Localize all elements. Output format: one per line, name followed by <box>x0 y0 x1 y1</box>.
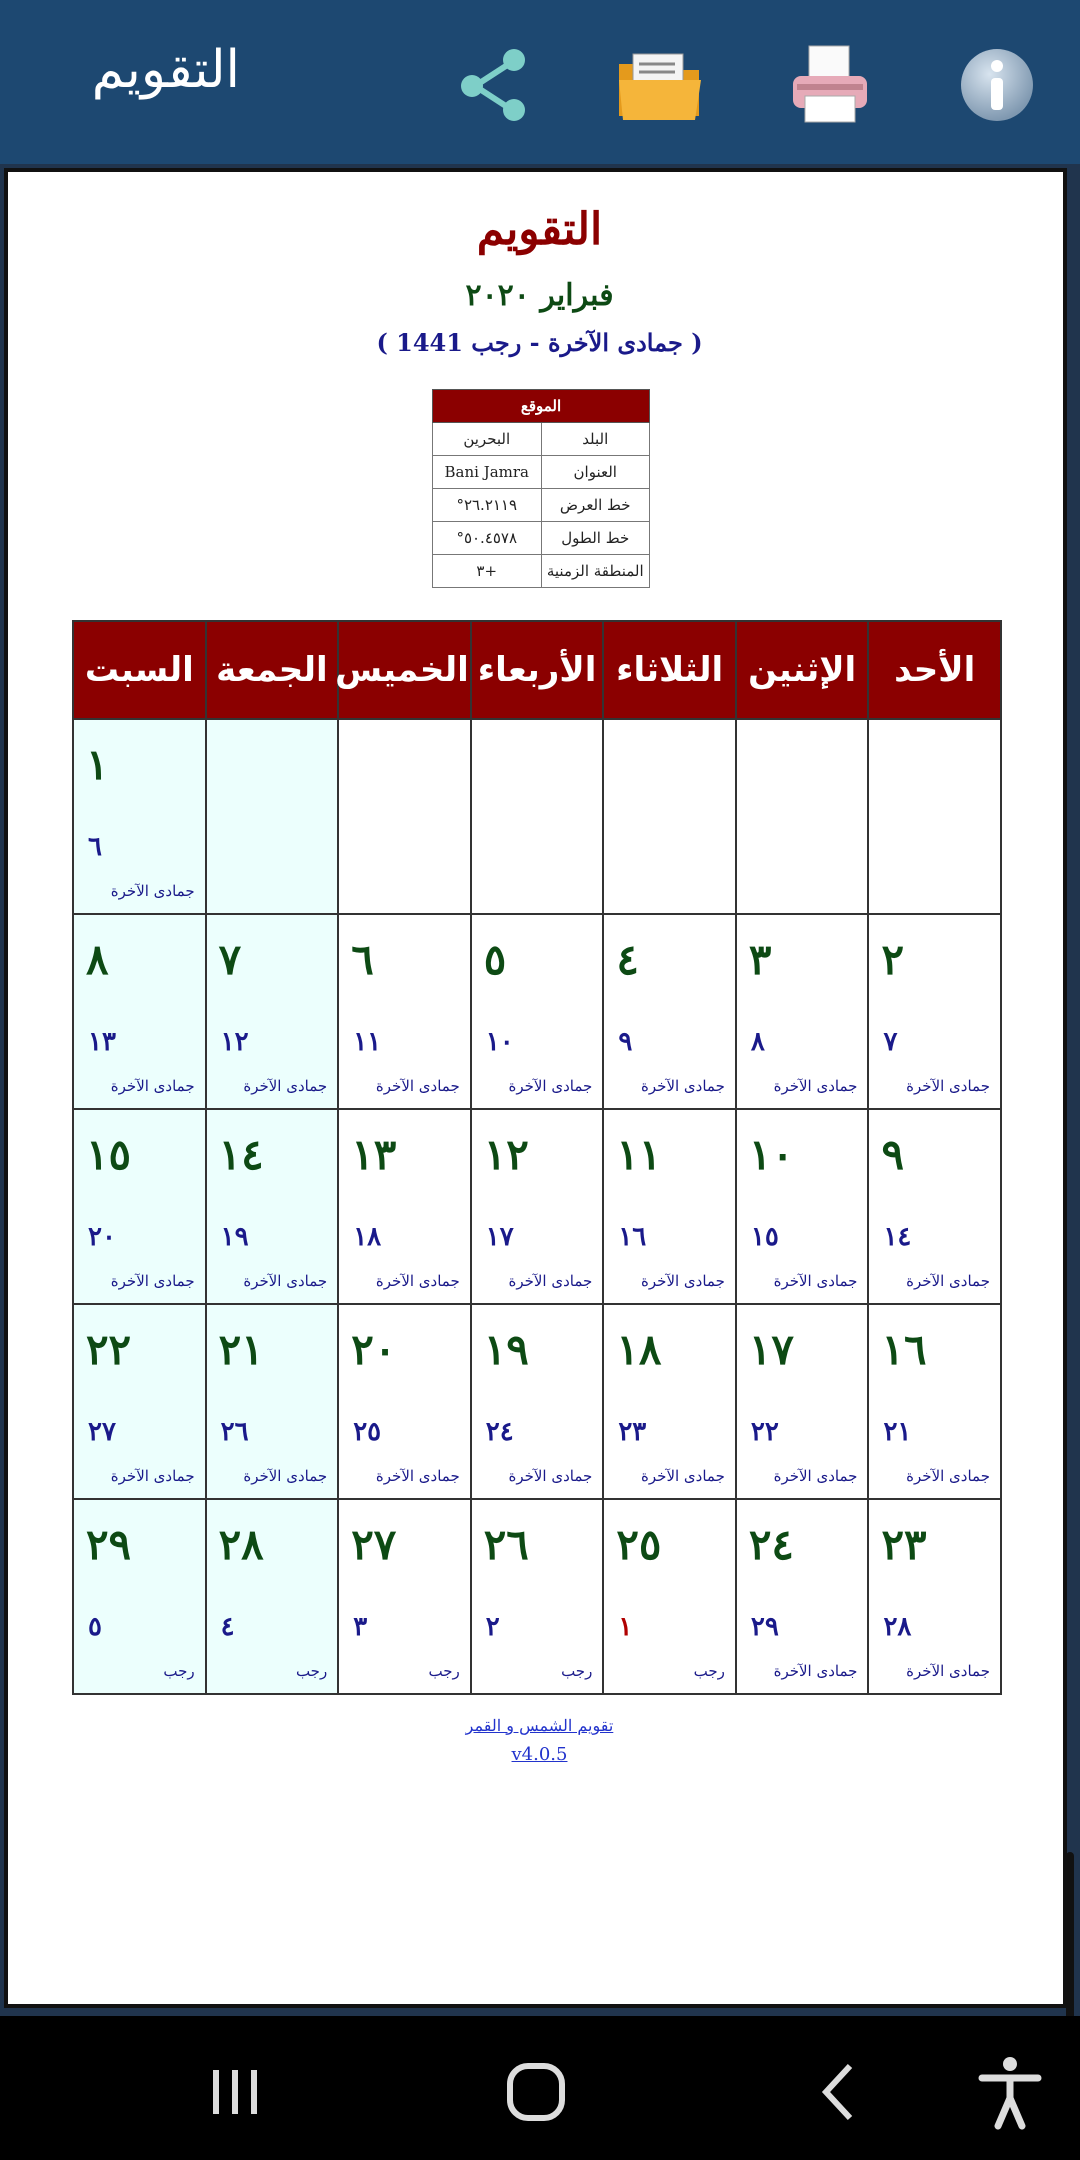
calendar-grid <box>72 620 1002 1695</box>
hijri-month-name: جمادى الآخرة <box>243 1077 328 1095</box>
hijri-day-number: ١٤ <box>883 1222 912 1252</box>
hijri-day-number: ٥ <box>88 1612 102 1642</box>
calendar-day-cell[interactable] <box>868 1109 1001 1304</box>
calendar-day-cell[interactable] <box>338 914 471 1109</box>
hijri-month-name: جمادى الآخرة <box>375 1077 460 1095</box>
calendar-day-cell[interactable] <box>471 1304 604 1499</box>
location-row <box>433 423 650 456</box>
location-row <box>433 555 650 588</box>
hijri-month-name: رجب <box>428 1662 460 1680</box>
hijri-month-name: جمادى الآخرة <box>773 1662 858 1680</box>
gregorian-day-number: ٢٨ <box>218 1520 264 1569</box>
hijri-month-name: رجب <box>693 1662 725 1680</box>
hijri-month-name: جمادى الآخرة <box>243 1467 328 1485</box>
location-label: العنوان <box>541 456 650 489</box>
location-header: الموقع <box>433 390 650 423</box>
calendar-day-cell <box>603 719 736 914</box>
share-button[interactable] <box>450 40 540 130</box>
gregorian-day-number: ١٦ <box>881 1325 927 1374</box>
hijri-day-number: ١٨ <box>353 1222 382 1252</box>
gregorian-day-number: ١٥ <box>86 1130 132 1179</box>
hijri-day-number: ١٢ <box>220 1027 249 1057</box>
calendar-day-cell[interactable] <box>338 1304 471 1499</box>
home-button[interactable] <box>496 2052 576 2132</box>
hijri-day-number: ٢٩ <box>750 1612 779 1642</box>
location-row <box>433 456 650 489</box>
hijri-month-name: جمادى الآخرة <box>508 1467 593 1485</box>
calendar-day-cell[interactable] <box>868 1499 1001 1694</box>
location-row <box>433 522 650 555</box>
app-bar <box>0 0 1080 164</box>
calendar-day-cell[interactable] <box>736 914 869 1109</box>
version-link[interactable]: v4.0.5 <box>511 1744 568 1765</box>
accessibility-button[interactable] <box>970 2052 1050 2132</box>
hijri-month-name: جمادى الآخرة <box>110 1077 195 1095</box>
gregorian-day-number: ١٣ <box>351 1130 397 1179</box>
calendar-day-cell[interactable] <box>206 1304 339 1499</box>
hijri-range: ( جمادى الآخرة - رجب 1441 ) <box>376 328 703 357</box>
hijri-month-name: جمادى الآخرة <box>375 1272 460 1290</box>
hijri-day-number: ١٩ <box>220 1222 249 1252</box>
calendar-day-cell[interactable] <box>73 719 206 914</box>
back-icon <box>800 2052 880 2132</box>
weekday-header-sunday: الأحد <box>868 621 1001 719</box>
gregorian-day-number: ٤ <box>616 935 639 984</box>
gregorian-day-number: ١٢ <box>483 1130 529 1179</box>
weekday-header-friday: الجمعة <box>206 621 339 719</box>
gregorian-day-number: ٣ <box>748 935 772 984</box>
calendar-day-cell[interactable] <box>206 1109 339 1304</box>
hijri-month-name: جمادى الآخرة <box>508 1272 593 1290</box>
weekday-header-wednesday: الأربعاء <box>471 621 604 719</box>
gregorian-day-number: ١٠ <box>748 1130 794 1179</box>
calendar-day-cell[interactable] <box>868 914 1001 1109</box>
calendar-day-cell[interactable] <box>603 914 736 1109</box>
gregorian-day-number: ١٧ <box>748 1325 794 1374</box>
gregorian-day-number: ١١ <box>616 1130 662 1179</box>
hijri-day-number: ٢٤ <box>485 1417 514 1447</box>
location-table <box>432 389 650 588</box>
hijri-month-name: جمادى الآخرة <box>906 1467 990 1485</box>
location-value: ٢٦.٢١١٩° <box>433 489 542 522</box>
hijri-day-number: ٢٠ <box>88 1222 116 1252</box>
location-label: المنطقة الزمنية <box>541 555 650 588</box>
gregorian-day-number: ٢٠ <box>351 1325 397 1374</box>
hijri-month-name: جمادى الآخرة <box>375 1467 460 1485</box>
weekday-header-thursday: الخميس <box>338 621 471 719</box>
gregorian-day-number: ٢٤ <box>748 1520 794 1569</box>
hijri-day-number: ٢ <box>485 1612 500 1642</box>
hijri-day-number: ٨ <box>750 1027 765 1057</box>
gregorian-day-number: ٢٩ <box>86 1520 132 1569</box>
hijri-day-number: ٢٦ <box>220 1417 249 1447</box>
calendar-day-cell[interactable] <box>338 1109 471 1304</box>
document-title: التقويم <box>476 204 603 255</box>
gregorian-day-number: ٥ <box>483 935 507 984</box>
calendar-week-row <box>73 719 1001 914</box>
location-label: خط العرض <box>541 489 650 522</box>
calendar-week-row <box>73 914 1001 1109</box>
hijri-day-number: ٢٥ <box>353 1417 382 1447</box>
calendar-day-cell[interactable] <box>603 1304 736 1499</box>
gregorian-day-number: ٢٦ <box>483 1520 529 1569</box>
calendar-day-cell[interactable] <box>471 1109 604 1304</box>
calendar-week-row <box>73 1499 1001 1694</box>
location-value: Bani Jamra <box>433 456 542 489</box>
gregorian-day-number: ١ <box>86 740 109 789</box>
hijri-day-number: ٤ <box>220 1612 235 1642</box>
folder-icon <box>615 40 705 130</box>
gregorian-day-number: ٨ <box>86 935 109 984</box>
gregorian-day-number: ٢٧ <box>351 1520 397 1569</box>
calendar-day-cell[interactable] <box>736 1499 869 1694</box>
hijri-month-name: جمادى الآخرة <box>110 1272 195 1290</box>
hijri-month-name: جمادى الآخرة <box>641 1467 725 1485</box>
hijri-day-number: ١٥ <box>750 1222 779 1252</box>
weekday-header-tuesday: الثلاثاء <box>603 621 736 719</box>
hijri-day-number: ٧ <box>883 1027 898 1057</box>
calendar-day-cell[interactable] <box>73 1499 206 1694</box>
calendar-day-cell[interactable] <box>603 1499 736 1694</box>
home-icon <box>496 2052 576 2132</box>
location-value: +٣ <box>433 555 542 588</box>
accessibility-icon <box>970 2052 1050 2132</box>
hijri-day-number: ١٦ <box>618 1222 647 1252</box>
hijri-day-number: ٩ <box>618 1027 633 1057</box>
gregorian-day-number: ١٨ <box>616 1325 662 1374</box>
app-link[interactable]: تقويم الشمس و القمر <box>465 1716 614 1735</box>
calendar-page[interactable] <box>4 168 1067 2008</box>
calendar-day-cell[interactable] <box>603 1109 736 1304</box>
hijri-month-name: جمادى الآخرة <box>641 1272 725 1290</box>
hijri-day-number: ٢٣ <box>618 1417 647 1447</box>
info-icon <box>952 40 1042 130</box>
gregorian-day-number: ٧ <box>218 935 242 984</box>
hijri-month-name: جمادى الآخرة <box>906 1272 990 1290</box>
calendar-day-cell[interactable] <box>471 1499 604 1694</box>
gregorian-day-number: ٢١ <box>218 1325 264 1374</box>
hijri-day-number: ٢٧ <box>88 1417 116 1447</box>
location-label: خط الطول <box>541 522 650 555</box>
hijri-month-name: جمادى الآخرة <box>110 882 195 900</box>
calendar-day-cell[interactable] <box>73 1109 206 1304</box>
calendar-week-row <box>73 1109 1001 1304</box>
hijri-month-name: جمادى الآخرة <box>773 1077 858 1095</box>
location-row <box>433 489 650 522</box>
hijri-month-name: رجب <box>561 1662 593 1680</box>
calendar-day-cell[interactable] <box>206 1499 339 1694</box>
gregorian-day-number: ٩ <box>881 1130 904 1179</box>
calendar-day-cell[interactable] <box>736 1109 869 1304</box>
calendar-day-cell <box>206 719 339 914</box>
gregorian-day-number: ١٤ <box>218 1130 264 1179</box>
gregorian-day-number: ٦ <box>351 935 374 984</box>
open-file-button[interactable] <box>615 40 705 130</box>
hijri-month-name: رجب <box>295 1662 328 1680</box>
calendar-day-cell[interactable] <box>736 1304 869 1499</box>
location-value: البحرين <box>433 423 542 456</box>
weekday-header-saturday: السبت <box>73 621 206 719</box>
content-frame <box>0 164 1074 2016</box>
hijri-month-name: جمادى الآخرة <box>110 1467 195 1485</box>
print-button[interactable] <box>785 40 875 130</box>
location-label: البلد <box>541 423 650 456</box>
hijri-day-number: ٢١ <box>883 1417 912 1447</box>
hijri-month-name: جمادى الآخرة <box>773 1272 858 1290</box>
hijri-month-name: جمادى الآخرة <box>906 1662 990 1680</box>
calendar-day-cell[interactable] <box>73 914 206 1109</box>
calendar-day-cell <box>471 719 604 914</box>
gregorian-day-number: ٢٢ <box>86 1325 132 1374</box>
print-icon <box>785 40 875 130</box>
calendar-day-cell[interactable] <box>868 1304 1001 1499</box>
gregorian-day-number: ٢ <box>881 935 904 984</box>
calendar-day-cell <box>868 719 1001 914</box>
hijri-month-name: جمادى الآخرة <box>906 1077 990 1095</box>
calendar-week-row <box>73 1304 1001 1499</box>
hijri-day-number: ٦ <box>88 832 102 862</box>
system-nav-bar <box>0 2016 1080 2160</box>
gregorian-day-number: ٢٥ <box>616 1520 662 1569</box>
hijri-month-name: جمادى الآخرة <box>508 1077 593 1095</box>
hijri-day-number: ١ <box>618 1612 633 1642</box>
hijri-month-name: جمادى الآخرة <box>243 1272 328 1290</box>
hijri-day-number: ١٠ <box>485 1027 514 1057</box>
back-button[interactable] <box>800 2052 880 2132</box>
calendar-day-cell[interactable] <box>471 914 604 1109</box>
calendar-day-cell[interactable] <box>206 914 339 1109</box>
calendar-day-cell <box>736 719 869 914</box>
calendar-day-cell <box>338 719 471 914</box>
hijri-day-number: ٢٨ <box>883 1612 912 1642</box>
hijri-day-number: ١١ <box>353 1027 382 1057</box>
info-button[interactable] <box>952 40 1042 130</box>
hijri-month-name: جمادى الآخرة <box>773 1467 858 1485</box>
calendar-day-cell[interactable] <box>73 1304 206 1499</box>
hijri-month-name: رجب <box>163 1662 195 1680</box>
weekday-header-monday: الإثنين <box>736 621 869 719</box>
recents-button[interactable] <box>195 2052 275 2132</box>
share-icon <box>450 40 540 130</box>
gregorian-day-number: ٢٣ <box>881 1520 927 1569</box>
recents-icon <box>195 2052 275 2132</box>
app-title: التقويم <box>91 40 240 100</box>
calendar-day-cell[interactable] <box>338 1499 471 1694</box>
hijri-month-name: جمادى الآخرة <box>641 1077 725 1095</box>
hijri-day-number: ٢٢ <box>750 1417 779 1447</box>
hijri-day-number: ١٣ <box>88 1027 116 1057</box>
gregorian-day-number: ١٩ <box>483 1325 529 1374</box>
gregorian-month: فبراير ٢٠٢٠ <box>465 278 614 313</box>
location-value: ٥٠.٤٥٧٨° <box>433 522 542 555</box>
hijri-day-number: ٣ <box>353 1612 368 1642</box>
hijri-day-number: ١٧ <box>485 1222 514 1252</box>
